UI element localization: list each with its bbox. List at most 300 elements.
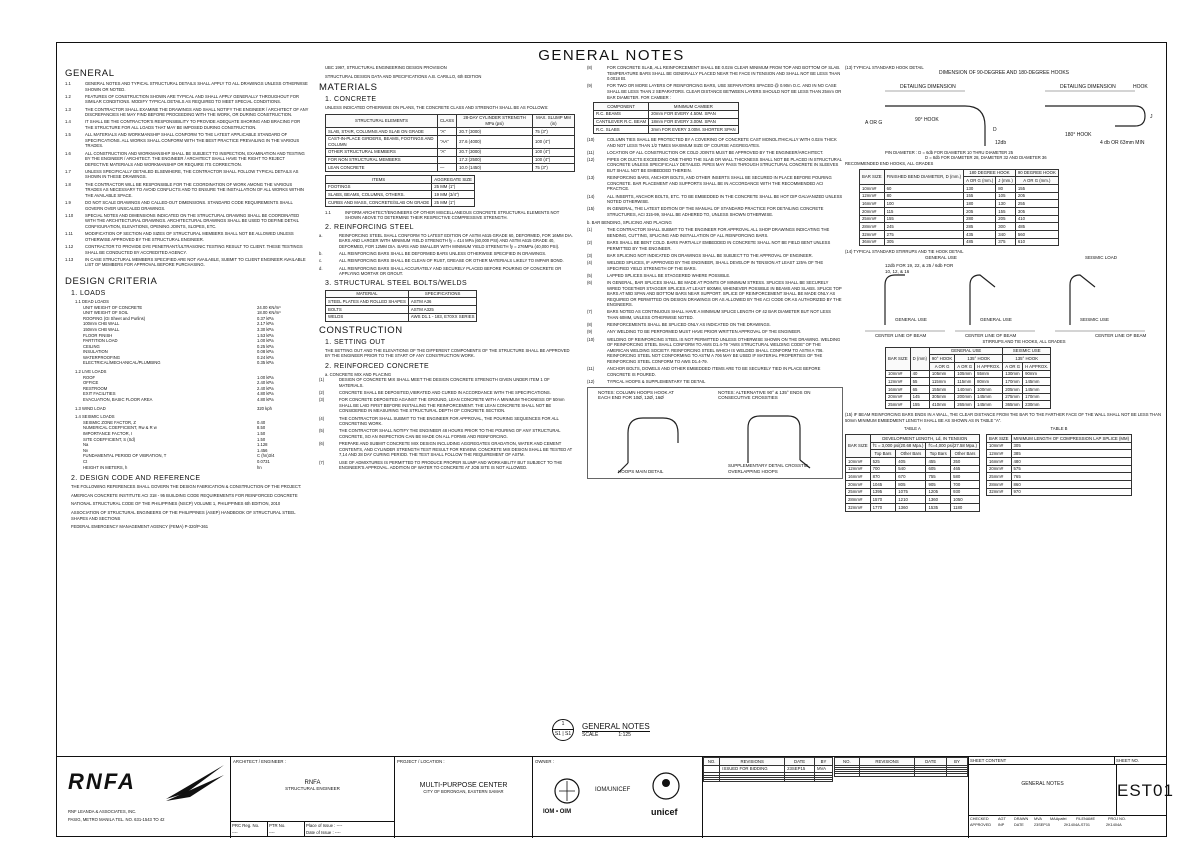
table-cell: 20mm# — [986, 465, 1011, 473]
rsteel-item — [319, 258, 575, 264]
stirrup-label-general-2: GENERAL USE — [980, 317, 1012, 323]
code-heading: 2. DESIGN CODE AND REFERENCE — [71, 475, 201, 483]
general-item-text: THE CONTRACTOR SHALL EXAMINE THE DRAWINGS AND SHALL NOTIFY THE ENGINEER / ARCHITECT OF ANY DISCREPANCIES HE MAY FIND BEFORE PROCEEDING WITH THE WORK, OR DURING CONSTRUCTION. — [85, 106, 309, 118]
table-cell: 1205 — [926, 488, 951, 496]
table-cell: 410mm — [929, 401, 954, 409]
rc-item-number: (4) — [319, 415, 325, 421]
table-row — [860, 215, 1059, 223]
table-cell: 1050 — [951, 496, 980, 504]
table-cell: 560 — [1015, 231, 1058, 239]
code-intro: THE FOLLOWING REFERENCES SHALL GOVERN THE DESIGN FABRICATION & CONSTRUCTION OF THE PROJECT: — [71, 484, 302, 490]
bar-bending-item — [587, 379, 843, 385]
bar-bending-item-number: (1) — [587, 227, 593, 233]
table-cell — [946, 774, 967, 776]
table-cell: 170mm — [1003, 378, 1023, 386]
bar-bending-item-number: (11) — [587, 366, 595, 372]
date-label: DATE — [1014, 823, 1024, 827]
concrete-note — [319, 210, 575, 221]
table-cell: 32mm# — [986, 488, 1011, 496]
table-cell: 55 — [910, 378, 929, 386]
general-item-number: 1.13 — [65, 256, 74, 262]
hook-table-header-cell: J (mm.) — [996, 177, 1016, 185]
tb-architect — [230, 757, 394, 838]
stirrup-table-header-cell: 135° HOOK — [1003, 355, 1051, 363]
table-cell: WELDS — [326, 313, 409, 321]
hook-table-header-cell: 180 DEGREE HOOK — [964, 169, 1016, 177]
hook-90-bar — [885, 106, 985, 146]
table-header-cell: BY — [814, 758, 832, 766]
live-load-row-value: 1.00 kPa — [257, 374, 274, 380]
stirrup-table-header-cell: SEISMIC USE — [1003, 347, 1051, 355]
crosstie-shape-2 — [788, 416, 800, 460]
table-cell: 60 — [884, 184, 963, 192]
table-cell: 485 — [964, 238, 996, 246]
general-item-text: CONTRACTOR TO PROVIDE DYE PENETRANT/ULTRASONIC TESTING RESULT TO CLIENT. THESE TESTINGS SHALL BE CONDUCTED BY ACCREDITED AGENCY. — [85, 243, 303, 255]
table-row — [326, 164, 575, 172]
table-cell: 180 — [964, 200, 996, 208]
stirrup-table-header-cell: H APPROX. — [1023, 363, 1051, 371]
dead-load-row-value: 1.00 kPa — [257, 338, 274, 344]
seismic-heading: 1.4 SEISMIC LOADS — [75, 414, 115, 420]
general-item — [65, 107, 309, 118]
seismic-row-label: Ct — [83, 458, 88, 464]
table-cell: 580 — [951, 473, 980, 481]
unicef-label: unicef — [651, 807, 678, 817]
table-row — [326, 135, 575, 148]
bar-bending-item — [587, 273, 843, 279]
table-row — [326, 313, 477, 321]
table-cell: 100 (4") — [533, 135, 575, 148]
rc-item-number: (1) — [319, 377, 325, 383]
table-cell: 80 — [996, 184, 1016, 192]
crosstie-shape — [748, 416, 788, 463]
filename-value: 2K1404A-ST01 — [1064, 823, 1090, 827]
table-row — [326, 148, 575, 156]
general-item-text: IT SHALL BE THE CONTRACTOR'S RESPONSIBILITY TO PROVIDE ADEQUATE SHORING AND BRACING FOR THE STRUCTURE FOR ALL LOADS THAT MAY BE IMPOSED DURING CONSTRUCTION. — [85, 119, 301, 130]
table-cell: 155 — [1015, 184, 1058, 192]
table-row — [594, 110, 739, 118]
table-row — [846, 488, 980, 496]
setting-heading: 1. SETTING OUT — [325, 338, 386, 346]
item-15: (15) IF BEAM REINFORCING BARS ENDS IN A WALL, THE CLEAR DISTANCE FROM THE BAR TO THE FARTHER FACE OF THE WALL SHALL NOT BE LESS THAN 50mm MINIMUM EMBEDMENT LENGTH SHALL BE AS SHOWN AS IN TABLE "A". — [845, 412, 1161, 423]
seismic-row-label: HEIGHT IN METERS, h — [83, 464, 128, 470]
column-materials — [319, 65, 575, 472]
table-cell: 10mm# — [860, 184, 885, 192]
table-cell: 20.7 (3000) — [457, 127, 533, 135]
table-row — [846, 496, 980, 504]
table-cell: 700 — [870, 465, 896, 473]
sheet-meta-row-1 — [969, 815, 1167, 822]
hook-table-header-cell: A OR G (mm.) — [1015, 177, 1058, 185]
caption-scale-label: SCALE — [582, 732, 599, 738]
general-item-number: 1.2 — [65, 93, 71, 99]
bar-bending-item — [587, 337, 843, 365]
mapafi-label: MAApafei — [1050, 817, 1067, 821]
inp-label: INP — [998, 823, 1005, 827]
table-cell: 870 — [870, 473, 896, 481]
table-cell: 12mm# — [846, 465, 871, 473]
table-cell: 230mm — [1023, 401, 1051, 409]
rc-heading: 2. REINFORCED CONCRETE — [325, 362, 430, 370]
stirrup-table — [885, 347, 1051, 410]
table-cell: 100 — [884, 200, 963, 208]
dead-load-row-label: ROOFING (GI Sheet and Purlins) — [83, 315, 146, 321]
table-cell: 305 — [884, 238, 963, 246]
page-title: GENERAL NOTES — [538, 47, 685, 64]
dead-load-row-value: 0.08 kPa — [257, 349, 274, 355]
rc-item-text: FOR CONCRETE DEPOSITED AGAINST THE GROUND, LEAN CONCRETE WITH A MINIMUM THICKNESS OF 50mm SHALL BE LAID FIRST BEFORE INSTALLING THE REINFORCEMENT. THE LEAN CONCRETE SHALL NOT BE CONSIDERED IN MEASURING THE STRUCTURAL DEPTH OF CONCRETE SECTION. — [339, 397, 565, 414]
table-cell: CAST-IN-PLACE GIRDERS, BEAMS, FOOTINGS AND COLUMN — [326, 135, 438, 148]
hook-180-bar — [1045, 106, 1145, 126]
general-item-text: MODIFICATION OF SECTION AND SIZES OF STRUCTURAL MEMBERS SHALL NOT BE ALLOWED UNLESS OTHERWISE APPROVED BY THE STRUCTURAL ENGINEER. — [85, 231, 294, 242]
table-cell: 1570 — [870, 496, 896, 504]
note-item-number: (10) — [587, 136, 595, 142]
reference-line: UBC 1997, STRUCTURAL ENGINEERING DESIGN PROVISION — [325, 65, 447, 70]
wind-load-row — [65, 406, 309, 412]
bar-bending-item-text: WELDING OF REINFORCING STEEL IS NOT PERMITTED UNLESS OTHERWISE SHOWN ON THE DRAWING. WELDING OF REINFORCING STEEL SHALL CONFORM TO AWS D1.4-79 "AWS STRUCTURAL WELDING CODE" OF THE AMERICAN WELDING SOCIETY. REINFORCING STEEL WHICH IS WELDED SHALL CONFORM TO ASTM A 706. REINFORCING STEEL NOT CONFORMING TO ASTM A 706 MAY BE USED IF MATERIAL PROPERTIES OF THE REINFORCING STEEL CONFORM TO AWS D1.4-79. — [607, 336, 841, 364]
table-cell: 20mm# — [860, 208, 885, 216]
table-a-header-cell: Other Bars — [951, 450, 980, 458]
table-cell: FOOTINGS — [326, 183, 432, 191]
hook-detail-diagram — [845, 76, 1163, 148]
firm-address: PASIG, METRO MANILA TEL. NO. 631-1543 TO 42 — [68, 817, 165, 822]
table-cell: 755 — [926, 473, 951, 481]
tb-sheet — [968, 757, 1174, 838]
table-cell: CANTILEVER R.C. BEAM — [594, 118, 649, 126]
table-cell: 1180 — [951, 504, 980, 512]
general-item — [65, 94, 309, 105]
table-row — [860, 208, 1059, 216]
table-cell — [704, 779, 720, 781]
design-criteria-heading: DESIGN CRITERIA — [65, 275, 158, 287]
table-row — [886, 393, 1051, 401]
table-cell: 265mm — [955, 401, 975, 409]
live-load-row — [65, 397, 309, 403]
table-header-row — [986, 434, 1131, 442]
table-cell — [915, 774, 947, 776]
general-list — [65, 81, 309, 268]
wind-load-value: 320 kph — [257, 405, 272, 411]
table-cell: 305 — [1015, 208, 1058, 216]
iom-logo-icon — [553, 777, 581, 805]
table-cell: 19 MM (3/4") — [432, 191, 475, 199]
general-item-number: 1.7 — [65, 168, 71, 174]
bar-bending-item-number: (2) — [587, 239, 593, 245]
codes-list — [65, 493, 309, 530]
concrete-note-number: 1.1 — [325, 209, 331, 215]
proj-no-value: 2K1404A — [1106, 823, 1122, 827]
note-item — [587, 65, 843, 82]
stirrup-label-cl-2: CENTER LINE OF BEAM — [965, 333, 1017, 339]
table-cell: 130 — [996, 200, 1016, 208]
dead-load-row-value: 0.25 kPa — [257, 343, 274, 349]
caption-scale-value: 1:125 — [618, 732, 631, 738]
seismic-row-label: Nv — [83, 447, 89, 453]
table-header-row — [835, 758, 968, 766]
table-b — [986, 434, 1132, 497]
note-item — [587, 150, 843, 156]
stirrup-label-general-1: GENERAL USE — [895, 317, 927, 323]
rc-item — [319, 377, 575, 388]
pin-note-2: D = 8db FOR DIAMETER 28, DIAMETER 32 AND DIAMETER 36 — [925, 155, 1047, 161]
camber-table — [593, 102, 739, 134]
checked-by: AGT — [998, 817, 1006, 821]
table-cell: 145mm — [1023, 386, 1051, 394]
general-item — [65, 213, 309, 230]
table-cell: 115 — [884, 208, 963, 216]
approved-label: APPROVED — [970, 823, 992, 827]
rsteel-heading: 2. REINFORCING STEEL — [325, 223, 414, 231]
bar-bending-item-text: TYPICAL HOOPS & SUPPLEMENTARY TIE DETAIL — [607, 378, 706, 384]
table-cell: 205 — [1015, 192, 1058, 200]
table-cell: 145mm — [1023, 378, 1051, 386]
ptr-value: ---- — [268, 829, 305, 836]
loads-heading: 1. LOADS — [71, 289, 106, 297]
tb-owner — [532, 757, 702, 838]
table-row — [860, 238, 1059, 246]
table-cell: 1360 — [896, 504, 926, 512]
table-row — [594, 126, 739, 134]
note-item-text: COLUMN TIES SHALL BE PROTECTED BY A COVERING OF CONCRETE CAST MONOLITHICALLY WITH 0.02m THICK AND NOT LESS THAN 1/2 TIMES MAXIMUM SIZE OF COURSE AGGREGATES. — [607, 136, 837, 148]
dead-load-row-label: FLOOR FINISH — [83, 332, 113, 338]
dead-load-row-label: INSULATION — [83, 349, 108, 355]
bar-bending-item-number: (9) — [587, 329, 593, 335]
bar-bending-item-text: ANY WELDING TO BE PERFORMED MUST HAVE PRIOR WRITTEN APPROVAL OF THE ENGINEER. — [607, 329, 802, 335]
seismic-row-label: NUMERICAL COEFFICIENT, Rw & R w — [83, 425, 157, 431]
table-header-cell: AGGREGATE SIZE — [432, 175, 475, 183]
table-cell: 75 (3") — [533, 164, 575, 172]
stirrup-table-group-row — [886, 347, 1051, 355]
refs-list — [319, 65, 575, 79]
table-cell: R.C. SLABS — [594, 126, 649, 134]
code-reference: ASSOCIATION OF STRUCTURAL ENGINEERS OF THE PHILIPPINES (ASEP) HANDBOOK OF STRUCTURAL STEEL SHAPES AND SECTIONS — [71, 509, 296, 521]
note-item-text: FOR CONCRETE SLAB, ALL REINFORCEMENT SHALL BE 0.02m CLEAR MINIMUM FROM TOP AND BOTTOM OF SLAB. TEMPERATURE BARS SHALL BE GENERALLY PLACED NEAR THE FACE IN TENSION AND SHALL NOT BE LESS THAN 0.0018 Bt. — [607, 65, 841, 82]
hook-heading: (13) TYPICAL STANDARD HOOK DETAIL — [845, 65, 924, 70]
table-cell: 155 — [964, 192, 996, 200]
rc-item-text: PREPARE AND SUBMIT CONCRETE MIX DESIGN INCLUDING AGGREGATES GRADATION, WATER AND CEMENT CONTENTS, AND CYLINDER STRENGTH TEST RESULT FOR REVIEW. CONCRETE MIX DESIGN SHALL BE TESTED AT 7,14 AND 28 DAY CURING PERIOD. THE TEST SHALL FOLLOW THE REQUIREMENT OF ASTM. — [339, 441, 573, 458]
note-item-text: REINFORCING BARS, ANCHOR BOLTS, AND OTHER INSERTS SHALL BE SECURED IN PLACE BEFORE POURING CONCRETE. BAR PLACEMENT AND SUPPORTS SHALL BE IN ACCORDANCE WITH THE RECOMMENDED ACI PRACTICE. — [607, 175, 832, 192]
bar-bending-item-text: REINFORCEMENTS SHALL BE SPLICED ONLY AS INDICATED ON THE DRAWINGS. — [607, 322, 771, 328]
date-issue: Date of Issue : ---- — [306, 830, 341, 835]
table-cell: MVA — [814, 765, 832, 773]
construction-heading: CONSTRUCTION — [319, 324, 403, 336]
dead-load-row-value: 1.53 kPa — [257, 332, 274, 338]
table-cell: 130mm — [1003, 370, 1023, 378]
table-cell: 905 — [926, 481, 951, 489]
sheet-meta-row-2 — [969, 822, 1167, 828]
rc-item-text: THE CONTRACTOR SHALL NOTIFY THE ENGINEER 48 HOURS PRIOR TO THE POURING OF ANY STRUCTURAL CONCRETE, SO AN INSPECTION CAN BE MADE ON ALL FORMS AND REINFORCING. — [339, 428, 561, 440]
dead-load-row-value: 0.37 kPa — [257, 315, 274, 321]
seismic-row-value: C (hn)3/4 — [257, 453, 275, 459]
stirrup-table-header-cell: A OR G — [929, 363, 954, 371]
code-reference: NATIONAL STRUCTURAL CODE OF THE PHILIPPINES (NSCP) VOLUME 1, PHILIPPINES 6th EDITION, 2010 — [71, 501, 281, 507]
table-cell: 1535 — [926, 504, 951, 512]
code-reference: FEDERAL EMERGENCY MANAGEMENT AGENCY (FEMA) P-320/P-361 — [71, 524, 209, 530]
live-load-row-value: 4.80 kPa — [257, 397, 274, 403]
table-cell: 90mm — [1023, 370, 1051, 378]
hook-table-header-cell: FINISHED BEND DIAMETER, D (mm.) — [884, 169, 963, 184]
owner-label: OWNER : — [535, 759, 554, 764]
concrete-heading: 1. CONCRETE — [325, 96, 377, 104]
tb-revisions — [702, 757, 968, 838]
concrete-intro: UNLESS INDICATED OTHERWISE ON PLANS, THE CONCRETE CLASS AND STRENGTH SHALL BE AS FOLLOWS: — [325, 105, 549, 111]
table-row — [986, 442, 1131, 450]
bar-bending-item-number: (12) — [587, 378, 595, 384]
general-item-number: 1.6 — [65, 150, 71, 156]
general-item — [65, 257, 309, 268]
seismic-row-label: IMPORTANCE FACTOR, I — [83, 431, 133, 436]
live-load-row-label: ROOF — [83, 374, 96, 380]
table-cell: 28mm# — [846, 496, 871, 504]
prc-label: PRC Reg. No. — [231, 822, 268, 829]
dead-load-row-label: CEILING — [83, 343, 100, 349]
bar-bending-item-number: (3) — [587, 252, 593, 258]
caption-circle — [552, 719, 574, 741]
rc-item-number: (5) — [319, 428, 325, 434]
table-row — [986, 488, 1131, 496]
table-cell — [704, 765, 720, 773]
table-row — [326, 198, 475, 206]
table-cell: SLABS, BEAMS, COLUMNS, OTHERS. — [326, 191, 432, 199]
bar-bending-item — [587, 366, 843, 377]
dead-load-row-label: UNIT WEIGHT OF SOIL — [83, 310, 129, 316]
seismic-row-value: 0.40 — [257, 419, 266, 425]
firm-logo-wing-icon — [166, 763, 226, 803]
hoops-note-1: NOTES: COLUMN HOOPS HOOK AT EACH END FOR 10Ø, 12Ø, 16Ø — [598, 389, 674, 401]
hook-label-90: 90° HOOK — [915, 117, 939, 124]
stirrup-table-header-cell: BAR SIZE — [886, 347, 911, 370]
bar-bending-list — [587, 227, 843, 384]
bar-bending-item — [587, 240, 843, 251]
hook-dim-title: DIMENSION OF 90-DEGREE AND 180-DEGREE HOOKS — [938, 69, 1070, 76]
general-heading: GENERAL — [65, 68, 115, 79]
live-load-row-value: 2.40 kPa — [257, 385, 274, 391]
unicef-logo-icon — [651, 771, 681, 801]
table-cell: 145 — [910, 393, 929, 401]
live-load-row-label: EXIT FACILITIES — [83, 391, 116, 397]
table-header-cell: MATERIAL — [326, 290, 409, 298]
note-item-text: PIPES OR DUCTS EXCEEDING ONE THIRD THE SLAB OR WALL THICKNESS SHALL NOT BE PLACED IN STRUCTURAL CONCRETE UNLESS SPECIFICALLY DETAILED. PIPES MAY PASS THROUGH STRUCTURAL CONCRETE IN SLEEVES BUT SHALL NOT BE EMBEDDED THEREIN. — [607, 156, 842, 174]
live-load-row-label: EVACUATION, BASIC FLOOR AREA — [83, 397, 153, 403]
table-cell: 25mm# — [860, 215, 885, 223]
table-cell: 12mm# — [860, 192, 885, 200]
table-row — [860, 184, 1059, 192]
bar-bending-item-number: (7) — [587, 309, 593, 315]
rsteel-list — [319, 233, 575, 277]
table-b-title: TABLE B — [1050, 426, 1068, 432]
table-cell: SLAB, STAIR, COLUMNS AND SLAB ON GRADE — [326, 127, 438, 135]
dead-load-row-label: ELECTRICAL/MECHANICAL/PLUMBING — [83, 360, 161, 366]
materials-heading: MATERIALS — [319, 82, 378, 94]
column-general — [65, 65, 309, 533]
table-cell: 255 — [1015, 200, 1058, 208]
table-header-cell: MINIMUM CAMBER — [649, 103, 738, 111]
table-cell: 805 — [896, 481, 926, 489]
table-header-cell: NO. — [704, 758, 720, 766]
table-cell: 12mm# — [886, 378, 911, 386]
table-cell: FOR NON STRUCTURAL MEMBERS — [326, 156, 438, 164]
table-cell: 32mm# — [846, 504, 871, 512]
engineer-name: RNFA — [304, 780, 321, 786]
live-load-row-value: 4.80 kPa — [257, 391, 274, 397]
table-cell: 100 (4") — [533, 148, 575, 156]
bar-bending-item-number: (10) — [587, 336, 595, 342]
bar-bending-item-text: LAPPED SPLICES SHALL BE STAGGERED WHERE POSSIBLE. — [607, 272, 731, 278]
table-cell: 405 — [896, 457, 926, 465]
rsteel-item — [319, 233, 575, 250]
seismic-row-value: 8.50 — [257, 425, 266, 431]
table-cell: 140mm — [955, 386, 975, 394]
table-cell: OTHER STRUCTURAL MEMBERS — [326, 148, 438, 156]
table-row — [846, 504, 980, 512]
tb-firm — [56, 757, 230, 838]
rc-item-text: USE OF ADMIXTURES IS PERMITTED TO PRODUCE PROPER SLUMP AND WORKABILITY BUT SUBJECT TO THE ENGINEER'S APPROVAL. ADDITION OF WATER TO CONCRETE AT JOB SITE IS NOT ALLOWED. — [339, 459, 563, 471]
column-notes-continued — [587, 65, 843, 481]
prc-row — [231, 821, 394, 829]
table-cell: 55mm — [975, 370, 1003, 378]
table-cell: 700 — [951, 481, 980, 489]
hook-label-detailing-2: DETAILING DIMENSION — [1060, 84, 1116, 91]
note-item-number: (14) — [587, 193, 595, 199]
rc-item-text: THE CONTRACTOR SHALL SUBMIT TO THE ENGINEER FOR APPROVAL, THE POURING SEQUENCES FOR ALL CONCRETING WORK. — [339, 415, 559, 427]
table-cell: 1770 — [870, 504, 896, 512]
pin-note-1: PIN DIAMETER : D = 6db FOR DIAMETER 10 THRU DIAMETER 25 — [885, 149, 1014, 155]
rsteel-item-number: c. — [319, 258, 323, 264]
table-cell: 23SEP15 — [785, 765, 815, 773]
table-cell: 1395 — [870, 488, 896, 496]
concrete-note-text: INFORM ARCHITECT/ENGINEERS OF OTHER MISCELLANEOUS CONCRETE STRUCTURAL ELEMENTS NOT SHOWN ABOVE TO DETERMINE THEIR RESPECTIVE COMPRESSIVE STRENGTH. — [345, 209, 560, 221]
hoops-label-2: SUPPLEMENTARY DETAIL CROSSTIE OVERLAPPING HOOPS — [728, 463, 809, 474]
bar-bending-item-text: BARS NOTED AS CONTINUOUS SHALL HAVE A MINIMUM SPLICE LENGTH OF 42 BAR DIAMETER BUT NOT LESS THAN 60MM, UNLESS OTHERWISE NOTED. — [607, 309, 831, 321]
stirrup-general-label: GENERAL USE — [925, 255, 957, 261]
table-cell: ASTM A36 — [408, 298, 477, 306]
table-a-header-cell: f'c = 3,000 psi(20.68 Mpa.) — [870, 442, 926, 450]
table-cell: 860 — [1011, 481, 1131, 489]
stirrup-label-cl-1: CENTER LINE OF BEAM — [875, 333, 927, 339]
table-cell: 300 — [996, 223, 1016, 231]
note-item — [587, 137, 843, 148]
rc-item-number: (2) — [319, 390, 325, 396]
table-cell: 105mm — [929, 370, 954, 378]
tables-ab — [845, 426, 1163, 514]
table-cell: 245 — [884, 223, 963, 231]
table-cell: AWS D1.1 - 183, E70XX SERIES — [408, 313, 477, 321]
table-cell: 970 — [1011, 488, 1131, 496]
table-cell: 3mm FOR EVERY 3.00M. SHORTER SPAN — [649, 126, 738, 134]
table-header-cell: SPECIFICATIONS — [408, 290, 477, 298]
iom-label: IOM • OIM — [543, 809, 572, 815]
table-cell: "AA" — [438, 135, 457, 148]
table-cell: 105 — [996, 192, 1016, 200]
table-cell: 435 — [964, 231, 996, 239]
seismic-row-value: 1.456 — [257, 447, 268, 453]
hook-label-detailing-1: DETAILING DIMENSION — [900, 84, 956, 91]
seismic-row-label: SITE COEFFICIENT, S (Sd) — [83, 436, 136, 442]
table-cell: 25mm# — [986, 473, 1011, 481]
table-cell: 10.0 (1450) — [457, 164, 533, 172]
table-row — [326, 127, 575, 135]
stirrup-label-seismic: SEISMIC USE — [1080, 317, 1110, 323]
table-cell: 25mm# — [886, 401, 911, 409]
table-cell: BOLTS — [326, 306, 409, 314]
note-item — [587, 175, 843, 192]
rsteel-item-text: ALL REINFORCING BARS SHALL BE CLEAN OF RUST, GREASE OR OTHER MATERIALS LIKELY TO IMPAIR BOND. — [339, 258, 564, 264]
table-cell: LEAN CONCRETE — [326, 164, 438, 172]
table-cell: 485 — [1015, 223, 1058, 231]
seismic-row-label: Na — [83, 442, 89, 448]
table-cell: 605 — [926, 465, 951, 473]
firm-name: RNF LEANDA & ASSOCIATES, INC. — [68, 809, 137, 814]
